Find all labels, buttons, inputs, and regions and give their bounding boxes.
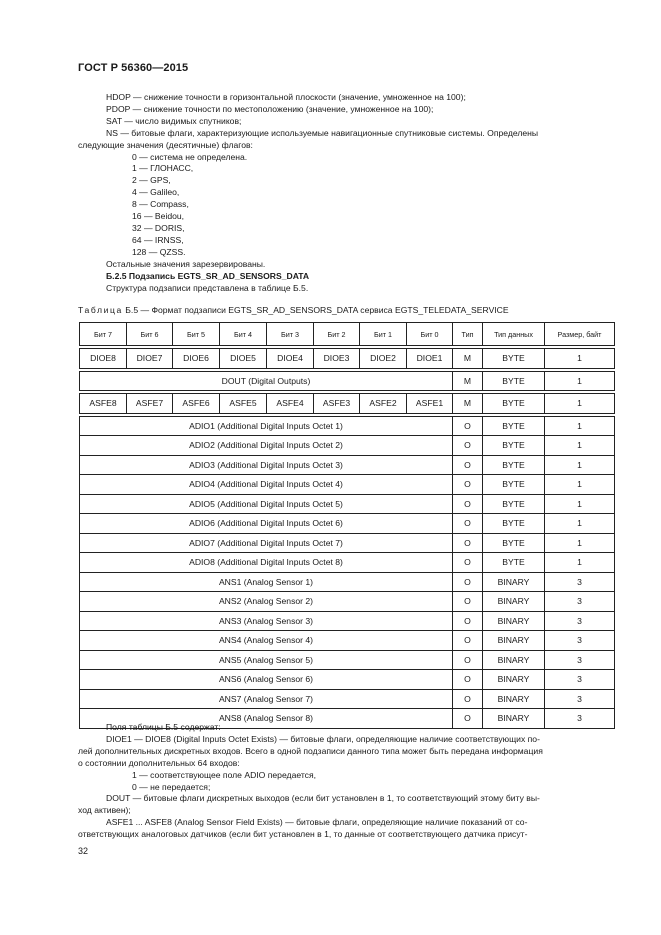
data-type-cell: BINARY [483, 611, 545, 631]
column-header: Бит 1 [360, 323, 407, 346]
bit-cell: ASFE7 [127, 394, 173, 414]
field-cell: ANS8 (Analog Sensor 8) [80, 709, 453, 729]
type-cell: O [453, 436, 483, 456]
bit-cell: ASFE2 [360, 394, 407, 414]
data-type-cell: BINARY [483, 670, 545, 690]
data-type-cell: BYTE [483, 436, 545, 456]
type-cell: O [453, 611, 483, 631]
type-cell: O [453, 475, 483, 495]
table-caption [78, 305, 509, 315]
notes-line: DIOE1 — DIOE8 (Digital Inputs Octet Exists) — битовые флаги, определяющие наличие соответствующих по- [106, 733, 540, 744]
data-type-cell: BYTE [483, 533, 545, 553]
size-cell: 3 [545, 650, 615, 670]
format-table [79, 322, 615, 729]
notes-line: ответствующих аналоговых датчиков (если бит установлен в 1, то данные от соответствующего датчика присут- [78, 829, 528, 840]
size-cell: 1 [545, 394, 615, 414]
defs-line: Б.2.5 Подзапись EGTS_SR_AD_SENSORS_DATA [106, 270, 310, 281]
size-cell: 3 [545, 670, 615, 690]
size-cell: 1 [545, 475, 615, 495]
size-cell: 1 [545, 371, 615, 391]
table-row-adio [80, 514, 615, 534]
column-header: Бит 7 [80, 323, 127, 346]
defs-line: 16 — Beidou, [132, 211, 185, 222]
defs-line: PDOP — снижение точности по местоположению (значение, умноженное на 100); [106, 103, 434, 114]
bit-cell: DIOE8 [80, 349, 127, 369]
data-type-cell: BINARY [483, 650, 545, 670]
defs-line: 128 — QZSS. [132, 246, 186, 257]
defs-line: NS — битовые флаги, характеризующие используемые навигационные спутниковые системы. Определены [106, 127, 539, 138]
defs-line: следующие значения (десятичные) флагов: [78, 139, 253, 150]
bit-cell: DIOE7 [127, 349, 173, 369]
field-cell: ANS1 (Analog Sensor 1) [80, 572, 453, 592]
data-type-cell: BYTE [483, 394, 545, 414]
column-header: Бит 2 [314, 323, 360, 346]
field-cell: ADIO5 (Additional Digital Inputs Octet 5) [80, 494, 453, 514]
type-cell: O [453, 494, 483, 514]
bit-cell: ASFE8 [80, 394, 127, 414]
bit-cell: DIOE1 [407, 349, 453, 369]
field-cell: ADIO7 (Additional Digital Inputs Octet 7) [80, 533, 453, 553]
defs-line: SAT — число видимых спутников; [106, 115, 242, 126]
column-header: Размер, байт [545, 323, 615, 346]
table-row-adio [80, 494, 615, 514]
type-cell: O [453, 592, 483, 612]
size-cell: 1 [545, 553, 615, 573]
type-cell: O [453, 689, 483, 709]
data-type-cell: BYTE [483, 349, 545, 369]
field-cell: ADIO1 (Additional Digital Inputs Octet 1) [80, 416, 453, 436]
type-cell: M [453, 349, 483, 369]
table-row-adio [80, 416, 615, 436]
table-row-adio [80, 553, 615, 573]
field-cell: ANS6 (Analog Sensor 6) [80, 670, 453, 690]
definitions-block [78, 92, 614, 294]
defs-line: 32 — DORIS, [132, 222, 185, 233]
column-header: Бит 5 [173, 323, 220, 346]
data-type-cell: BYTE [483, 494, 545, 514]
type-cell: O [453, 631, 483, 651]
type-cell: O [453, 709, 483, 729]
defs-line: 1 — ГЛОНАСС, [132, 163, 194, 174]
bit-cell: DIOE3 [314, 349, 360, 369]
notes-line: Поля таблицы Б.5 содержат: [106, 722, 221, 732]
table-row-asfe [80, 394, 615, 414]
table-header-row [80, 323, 615, 346]
column-header: Бит 0 [407, 323, 453, 346]
data-type-cell: BINARY [483, 689, 545, 709]
type-cell: O [453, 553, 483, 573]
table-caption-text: Б.5 — Формат подзаписи EGTS_SR_AD_SENSORS_DATA сервиса EGTS_TELEDATA_SERVICE [122, 305, 509, 315]
type-cell: O [453, 572, 483, 592]
bit-cell: ASFE4 [267, 394, 314, 414]
defs-line: 0 — система не определена. [132, 151, 248, 162]
field-cell: ANS5 (Analog Sensor 5) [80, 650, 453, 670]
table-row-adio [80, 475, 615, 495]
bit-cell: DIOE5 [220, 349, 267, 369]
bit-cell: ASFE6 [173, 394, 220, 414]
table-caption-label: Таблица [78, 305, 123, 315]
data-type-cell: BINARY [483, 631, 545, 651]
table-row-adio [80, 533, 615, 553]
defs-line: HDOP — снижение точности в горизонтальной плоскости (значение, умноженное на 100); [106, 92, 466, 102]
size-cell: 3 [545, 572, 615, 592]
size-cell: 3 [545, 592, 615, 612]
size-cell: 1 [545, 416, 615, 436]
column-header: Бит 4 [220, 323, 267, 346]
size-cell: 1 [545, 494, 615, 514]
table-row-ans [80, 689, 615, 709]
type-cell: M [453, 371, 483, 391]
notes-line: 0 — не передается; [132, 781, 211, 792]
table-row-adio [80, 455, 615, 475]
type-cell: O [453, 455, 483, 475]
defs-line: Остальные значения зарезервированы. [106, 258, 266, 269]
size-cell: 1 [545, 514, 615, 534]
defs-line: 8 — Compass, [132, 199, 189, 210]
defs-line: 4 — Galileo, [132, 187, 180, 198]
data-type-cell: BYTE [483, 371, 545, 391]
bit-cell: ASFE1 [407, 394, 453, 414]
page-number: 32 [78, 846, 89, 856]
notes-line: 1 — соответствующее поле ADIO передается, [132, 769, 317, 780]
size-cell: 3 [545, 689, 615, 709]
table-row-dioe [80, 349, 615, 369]
size-cell: 3 [545, 611, 615, 631]
type-cell: O [453, 514, 483, 534]
data-type-cell: BINARY [483, 709, 545, 729]
page-header: ГОСТ Р 56360—2015 [78, 62, 189, 74]
table-row-ans [80, 611, 615, 631]
table-row-ans [80, 631, 615, 651]
size-cell: 3 [545, 709, 615, 729]
notes-line: DOUT — битовые флаги дискретных выходов (если бит установлен в 1, то соответствующий этому биту вы- [106, 793, 540, 804]
table-notes [78, 722, 614, 841]
type-cell: O [453, 650, 483, 670]
field-cell: ANS7 (Analog Sensor 7) [80, 689, 453, 709]
table-row-ans [80, 650, 615, 670]
column-header: Бит 3 [267, 323, 314, 346]
column-header: Тип [453, 323, 483, 346]
data-type-cell: BYTE [483, 475, 545, 495]
data-type-cell: BYTE [483, 553, 545, 573]
field-cell: ADIO2 (Additional Digital Inputs Octet 2) [80, 436, 453, 456]
table-row-ans [80, 592, 615, 612]
field-cell: ANS2 (Analog Sensor 2) [80, 592, 453, 612]
notes-line: о состоянии дополнительных 64 входов: [78, 757, 240, 768]
type-cell: O [453, 533, 483, 553]
bit-cell: DIOE6 [173, 349, 220, 369]
table-row-adio [80, 436, 615, 456]
size-cell: 1 [545, 349, 615, 369]
size-cell: 1 [545, 455, 615, 475]
bit-cell: ASFE3 [314, 394, 360, 414]
defs-line: Структура подзаписи представлена в таблице Б.5. [106, 282, 309, 293]
column-header: Тип данных [483, 323, 545, 346]
bit-cell: ASFE5 [220, 394, 267, 414]
notes-line: ASFE1 ... ASFE8 (Analog Sensor Field Exists) — битовые флаги, определяющие наличие показаний от со- [106, 817, 528, 828]
size-cell: 1 [545, 533, 615, 553]
data-type-cell: BYTE [483, 455, 545, 475]
data-type-cell: BINARY [483, 572, 545, 592]
table-row-ans [80, 670, 615, 690]
type-cell: O [453, 670, 483, 690]
size-cell: 1 [545, 436, 615, 456]
data-type-cell: BYTE [483, 514, 545, 534]
size-cell: 3 [545, 631, 615, 651]
data-type-cell: BINARY [483, 592, 545, 612]
bit-cell: DIOE4 [267, 349, 314, 369]
defs-line: 64 — IRNSS, [132, 234, 184, 245]
field-cell: ADIO6 (Additional Digital Inputs Octet 6) [80, 514, 453, 534]
defs-line: 2 — GPS, [132, 175, 171, 186]
type-cell: O [453, 416, 483, 436]
bit-cell: DIOE2 [360, 349, 407, 369]
field-cell: ADIO3 (Additional Digital Inputs Octet 3) [80, 455, 453, 475]
type-cell: M [453, 394, 483, 414]
table-row-ans [80, 572, 615, 592]
field-cell: ANS4 (Analog Sensor 4) [80, 631, 453, 651]
field-cell: DOUT (Digital Outputs) [80, 371, 453, 391]
field-cell: ADIO4 (Additional Digital Inputs Octet 4) [80, 475, 453, 495]
table-row-dout [80, 371, 615, 391]
field-cell: ADIO8 (Additional Digital Inputs Octet 8) [80, 553, 453, 573]
notes-line: лей дополнительных дискретных входов. Всего в одной подзаписи данного типа может быть передана информация [78, 745, 543, 756]
data-type-cell: BYTE [483, 416, 545, 436]
field-cell: ANS3 (Analog Sensor 3) [80, 611, 453, 631]
notes-line: ход активен); [78, 805, 131, 816]
column-header: Бит 6 [127, 323, 173, 346]
